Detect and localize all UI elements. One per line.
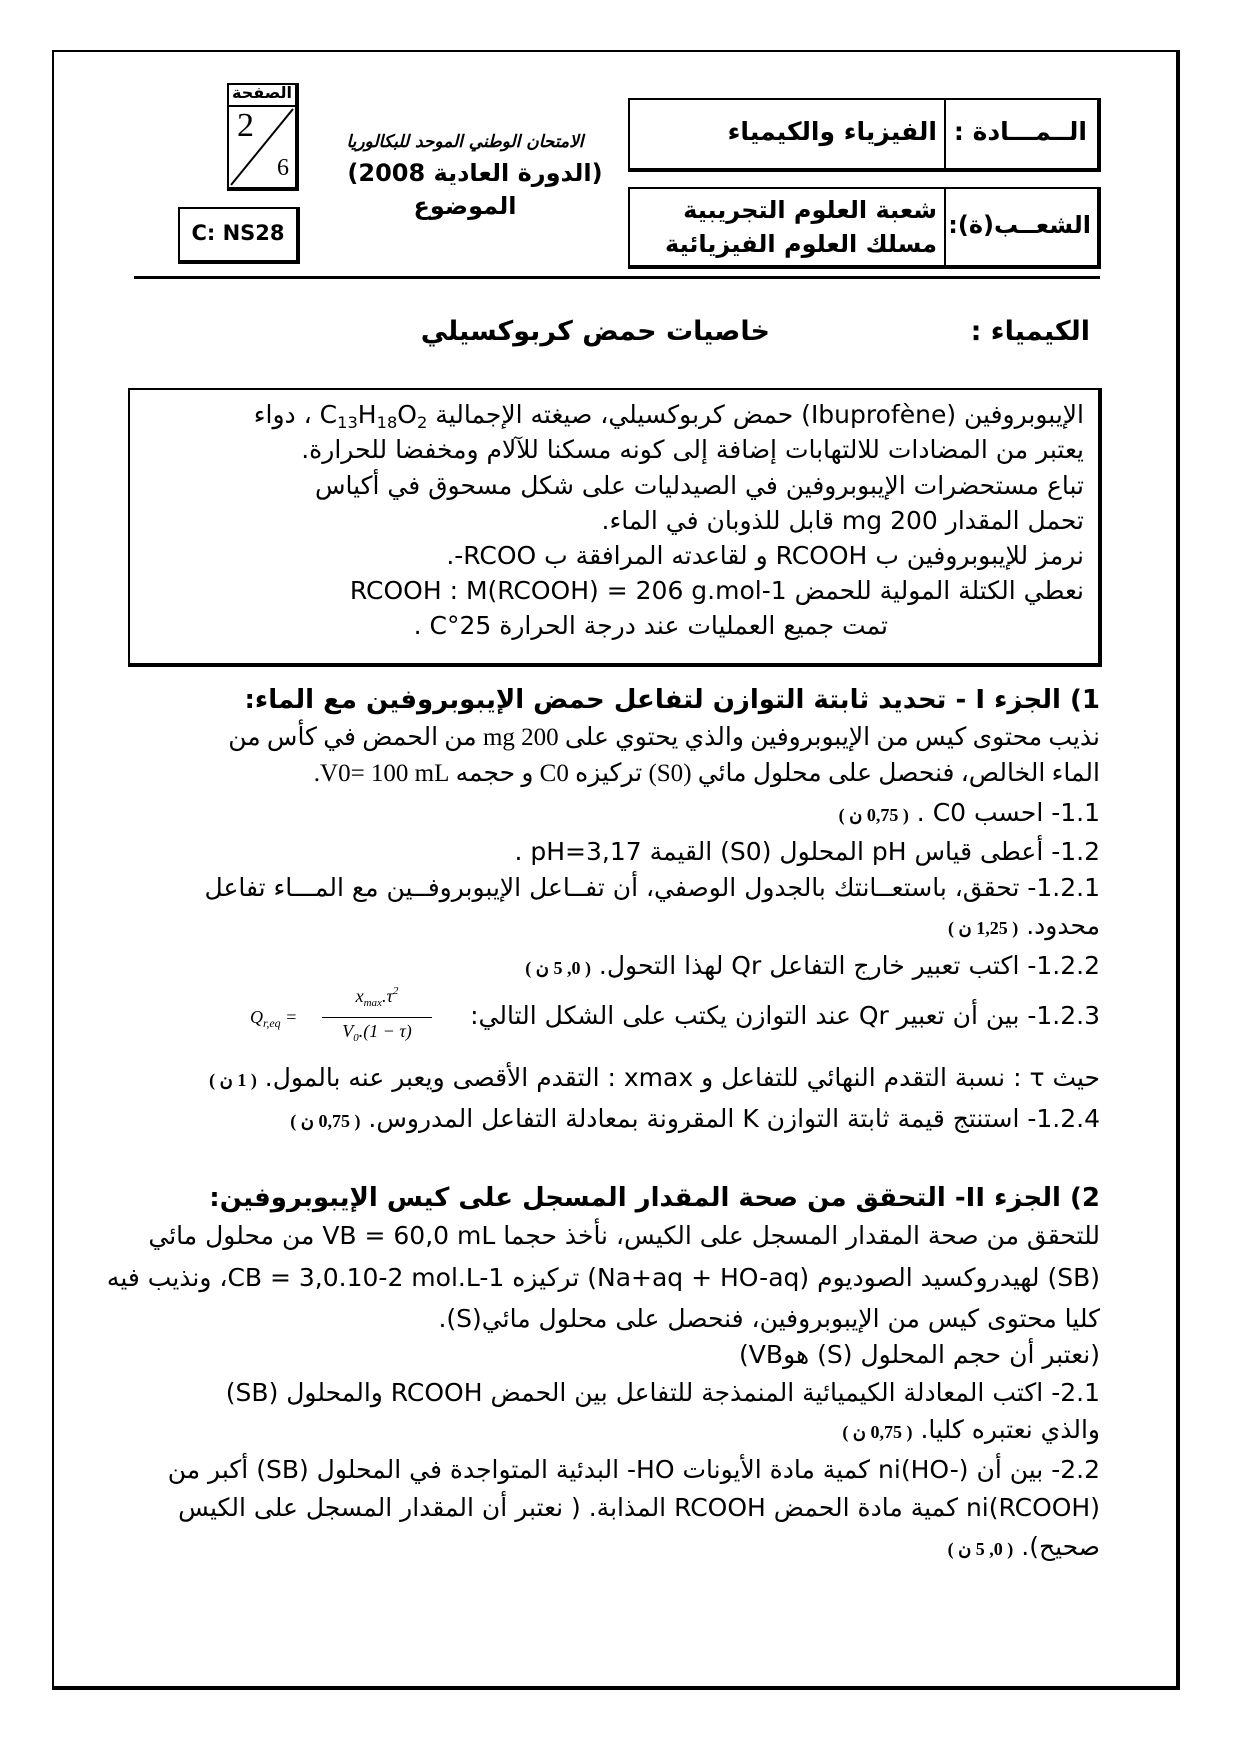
q121-points: ( 1,25 ن ) <box>948 918 1019 938</box>
header-rule <box>134 276 1100 279</box>
intro-line1 <box>254 400 1084 432</box>
q22-points: ( 0, 5 ن ) <box>947 1539 1014 1559</box>
part1-title: 1) الجزء I - تحديد ثابتة التوازن لتفاعل حمض الإيبوبروفين مع الماء: <box>244 685 1100 715</box>
q122-points: ( 0, 5 ن ) <box>525 958 591 978</box>
q122 <box>140 950 1100 984</box>
q22b: ni(RCOOH) كمية مادة الحمض RCOOH المذابة. ( نعتبر أن المقدار المسجل على الكيس <box>178 1493 1100 1522</box>
q21b-text: والذي نعتبره كليا. <box>920 1415 1100 1444</box>
section-title: خاصيات حمض كربوكسيلي <box>420 316 770 347</box>
intro-line5: نرمز للإيبوبروفين ب RCOOH و لقاعدته المرافقة ب RCOO-. <box>446 541 1084 570</box>
part2-p4: (نعتبر أن حجم المحلول (S) هوVB) <box>739 1340 1100 1369</box>
page-current: 2 <box>237 107 254 144</box>
q21a: 2.1- اكتب المعادلة الكيميائية المنمذجة للتفاعل بين الحمض RCOOH والمحلول (SB) <box>225 1378 1100 1407</box>
branch-label: الشعــب(ة): <box>948 211 1091 239</box>
q11-points: ( 0,75 ن ) <box>838 805 909 825</box>
q122-text: 1.2.2- اكتب تعبير خارج التفاعل Qr لهذا التحول. <box>598 951 1100 980</box>
q12: 1.2- أعطى قياس pH المحلول (S0) القيمة pH=3,17 . <box>514 837 1100 866</box>
page-label: الصفحة <box>231 83 292 102</box>
page-number-box <box>227 83 299 191</box>
q123-points: ( 1 ن ) <box>209 1070 257 1090</box>
q21b <box>140 1414 1100 1448</box>
section-label: الكيمياء : <box>970 316 1090 347</box>
intro-box <box>128 388 1102 667</box>
branch-value2: مسلك العلوم الفيزيائية <box>665 230 937 258</box>
intro-line1-a: الإيبوبروفين (Ibuprofène) حمض كربوكسيلي، صيغته الإجمالية <box>435 400 1084 429</box>
q11 <box>140 797 1100 831</box>
q124-text: 1.2.4- استنتج قيمة ثابتة التوازن K المقرونة بمعادلة التفاعل المدروس. <box>368 1104 1100 1133</box>
intro-line2: يعتبر من المضادات للالتهابات إضافة إلى كونه مسكنا للآلام ومخفضا للحرارة. <box>301 435 1084 464</box>
exam-line1: الامتحان الوطني الموحد للبكالوريا <box>346 132 584 152</box>
q123-where-text: حيث τ : نسبة التقدم النهائي للتفاعل و xmax : التقدم الأقصى ويعبر عنه بالمول. <box>264 1063 1100 1092</box>
q22a: 2.2- بين أن ni(HO-) كمية مادة الأيونات HO- البدئية المتواجدة في المحلول (SB) أكبر من <box>167 1455 1100 1484</box>
part2-p3: كليا محتوى كيس من الإيبوبروفين، فنحصل على محلول مائي(S). <box>438 1304 1100 1333</box>
q123: 1.2.3- بين أن تعبير Qr عند التوازن يكتب على الشكل التالي: <box>470 1001 1100 1030</box>
page-total: 6 <box>277 155 289 181</box>
q22c <box>140 1531 1100 1565</box>
part1-p1: نذيب محتوى كيس من الإيبوبروفين والذي يحتوي على 200 mg من الحمض في كأس من <box>228 724 1100 751</box>
exam-line2: (الدورة العادية 2008) <box>347 159 603 187</box>
q124 <box>140 1103 1100 1137</box>
q22c-text: صحيح). <box>1021 1532 1100 1561</box>
part1-p2: الماء الخالص، فنحصل على محلول مائي (S0) تركيزه C0 و حجمه V0= 100 mL. <box>313 760 1100 787</box>
intro-line3: تباع مستحضرات الإيبوبروفين في الصيدليات على شكل مسحوق في أكياس <box>314 471 1084 500</box>
intro-line6: نعطي الكتلة المولية للحمض RCOOH : M(RCOOH) = 206 g.mol-1 <box>349 576 1084 605</box>
branch-value1: شعبة العلوم التجريبية <box>683 196 937 224</box>
intro-line4: تحمل المقدار 200 mg قابل للذوبان في الماء. <box>601 506 1084 535</box>
exam-line3: الموضوع <box>413 192 517 220</box>
branch-box <box>628 187 1101 269</box>
q124-points: ( 0,75 ن ) <box>290 1111 361 1131</box>
q121b-text: محدود. <box>1026 911 1100 940</box>
intro-line7: تمت جميع العمليات عند درجة الحرارة 25°C . <box>413 611 888 640</box>
part2-p1: للتحقق من صحة المقدار المسجل على الكيس، نأخذ حجما VB = 60,0 mL من محلول مائي <box>148 1221 1100 1250</box>
qr-eq-formula: $Q_{r,eq}$ = $x_{max}.\tau^2$ $V_0.(1 - \tau)$ <box>250 985 450 1055</box>
q21-points: ( 0,75 ن ) <box>842 1422 913 1442</box>
subject-label: الــمـــادة : <box>953 117 1087 146</box>
part2-p2: (SB) لهيدروكسيد الصوديوم (Na+aq + HO-aq) تركيزه CB = 3,0.10-2 mol.L-1، ونذيب فيه <box>106 1263 1100 1292</box>
part2-title: 2) الجزء II- التحقق من صحة المقدار المسجل على كيس الإيبوبروفين: <box>209 1183 1100 1213</box>
q123-where <box>140 1062 1100 1096</box>
exam-code: C: NS28 <box>191 221 285 245</box>
subject-box <box>628 98 1101 172</box>
subject-value: الفيزياء والكيمياء <box>727 117 937 146</box>
exam-code-box <box>178 207 300 264</box>
q121b <box>140 910 1100 944</box>
q121a: 1.2.1- تحقق، باستعــانتك بالجدول الوصفي، أن تفــاعل الإيبوبروفــين مع المـــاء تفاعل <box>204 873 1100 902</box>
intro-line1-b: ، دواء <box>253 400 312 429</box>
exam-title <box>320 128 610 222</box>
q11-text: 1.1- احسب C0 . <box>916 798 1100 827</box>
intro-formula: $C_{13}H_{18}O_2$ <box>319 400 428 432</box>
